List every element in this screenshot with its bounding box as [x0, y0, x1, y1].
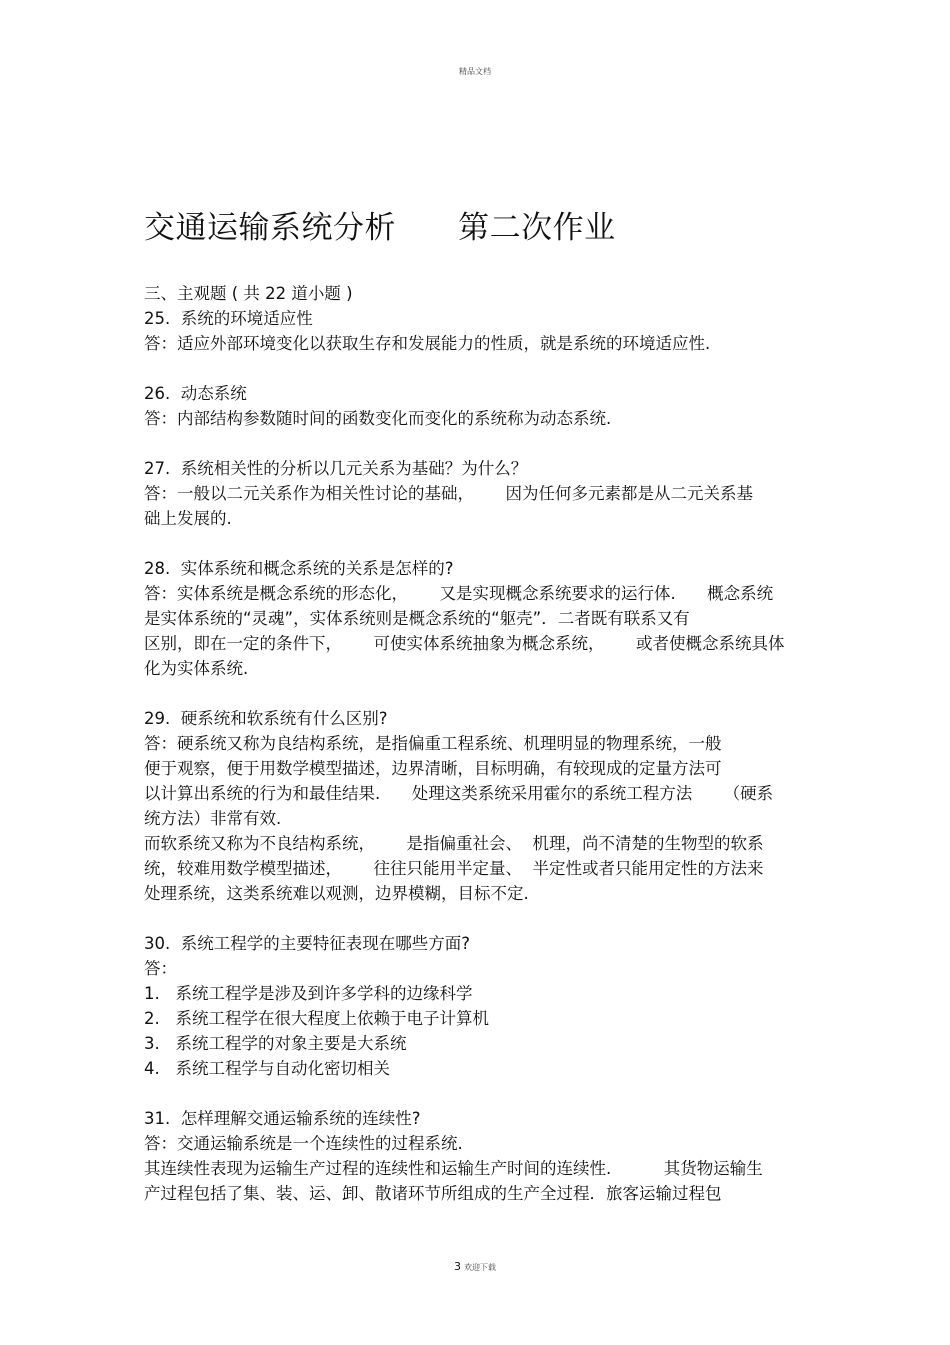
text-line: 31. 怎样理解交通运输系统的连续性?: [144, 1109, 421, 1128]
text-line: 29. 硬系统和软系统有什么区别?: [144, 709, 388, 728]
text-line: 4. 系统工程学与自动化密切相关: [144, 1059, 390, 1078]
paragraph-gap: [144, 531, 824, 556]
document-title: 交通运输系统分析 第二次作业: [144, 210, 616, 246]
paragraph-gap: [144, 906, 824, 931]
text-line: 答：: [144, 959, 177, 978]
text-line: 答：一般以二元关系作为相关性讨论的基础， 因为任何多元素都是从二元关系基: [144, 484, 753, 503]
text-line: 统，较难用数学模型描述， 往往只能用半定量、 半定性或者只能用定性的方法来: [144, 859, 764, 878]
page-footer: [0, 1260, 950, 1273]
paragraph-gap: [144, 1081, 824, 1106]
text-line: 以计算出系统的行为和最佳结果. 处理这类系统采用霍尔的系统工程方法 （硬系: [144, 784, 774, 803]
text-line: 础上发展的.: [144, 509, 232, 528]
header-note: 精品文档: [459, 67, 491, 76]
text-line: 其连续性表现为运输生产过程的连续性和运输生产时间的连续性. 其货物运输生: [144, 1159, 763, 1178]
text-line: 区别，即在一定的条件下， 可使实体系统抽象为概念系统， 或者使概念系统具体: [144, 634, 785, 653]
text-line: 答：内部结构参数随时间的函数变化而变化的系统称为动态系统.: [144, 409, 612, 428]
footer-text: 欢迎下载: [464, 1263, 496, 1272]
text-line: 而软系统又称为不良结构系统， 是指偏重社会、 机理，尚不清楚的生物型的软系: [144, 834, 764, 853]
text-line: 统方法）非常有效.: [144, 809, 282, 828]
document-body: [144, 281, 824, 1206]
text-line: 2. 系统工程学在很大程度上依赖于电子计算机: [144, 1009, 489, 1028]
text-line: 便于观察，便于用数学模型描述，边界清晰，目标明确，有较现成的定量方法可: [144, 759, 722, 778]
paragraph-gap: [144, 356, 824, 381]
text-line: 1. 系统工程学是涉及到许多学科的边缘科学: [144, 984, 473, 1003]
paragraph-gap: [144, 681, 824, 706]
text-line: 答：交通运输系统是一个连续性的过程系统.: [144, 1134, 463, 1153]
text-line: 25. 系统的环境适应性: [144, 309, 313, 328]
text-line: 是实体系统的“灵魂”，实体系统则是概念系统的“躯壳”．二者既有联系又有: [144, 609, 690, 628]
page-number: 3: [454, 1260, 461, 1273]
text-line: 答：适应外部环境变化以获取生存和发展能力的性质，就是系统的环境适应性.: [144, 334, 711, 353]
text-line: 答：硬系统又称为良结构系统，是指偏重工程系统、机理明显的物理系统，一般: [144, 734, 722, 753]
text-line: 化为实体系统.: [144, 659, 249, 678]
text-line: 26. 动态系统: [144, 384, 247, 403]
text-line: 三、主观题 ( 共 22 道小题 ): [144, 284, 353, 303]
paragraph-gap: [144, 431, 824, 456]
text-line: 28. 实体系统和概念系统的关系是怎样的?: [144, 559, 454, 578]
text-line: 产过程包括了集、装、运、卸、散诸环节所组成的生产全过程．旅客运输过程包: [144, 1184, 722, 1203]
text-line: 27. 系统相关性的分析以几元关系为基础？为什么？: [144, 459, 528, 478]
text-line: 3. 系统工程学的对象主要是大系统: [144, 1034, 407, 1053]
text-line: 答：实体系统是概念系统的形态化， 又是实现概念系统要求的运行体. 概念系统: [144, 584, 774, 603]
text-line: 30. 系统工程学的主要特征表现在哪些方面?: [144, 934, 470, 953]
text-line: 处理系统，这类系统难以观测，边界模糊，目标不定.: [144, 884, 529, 903]
